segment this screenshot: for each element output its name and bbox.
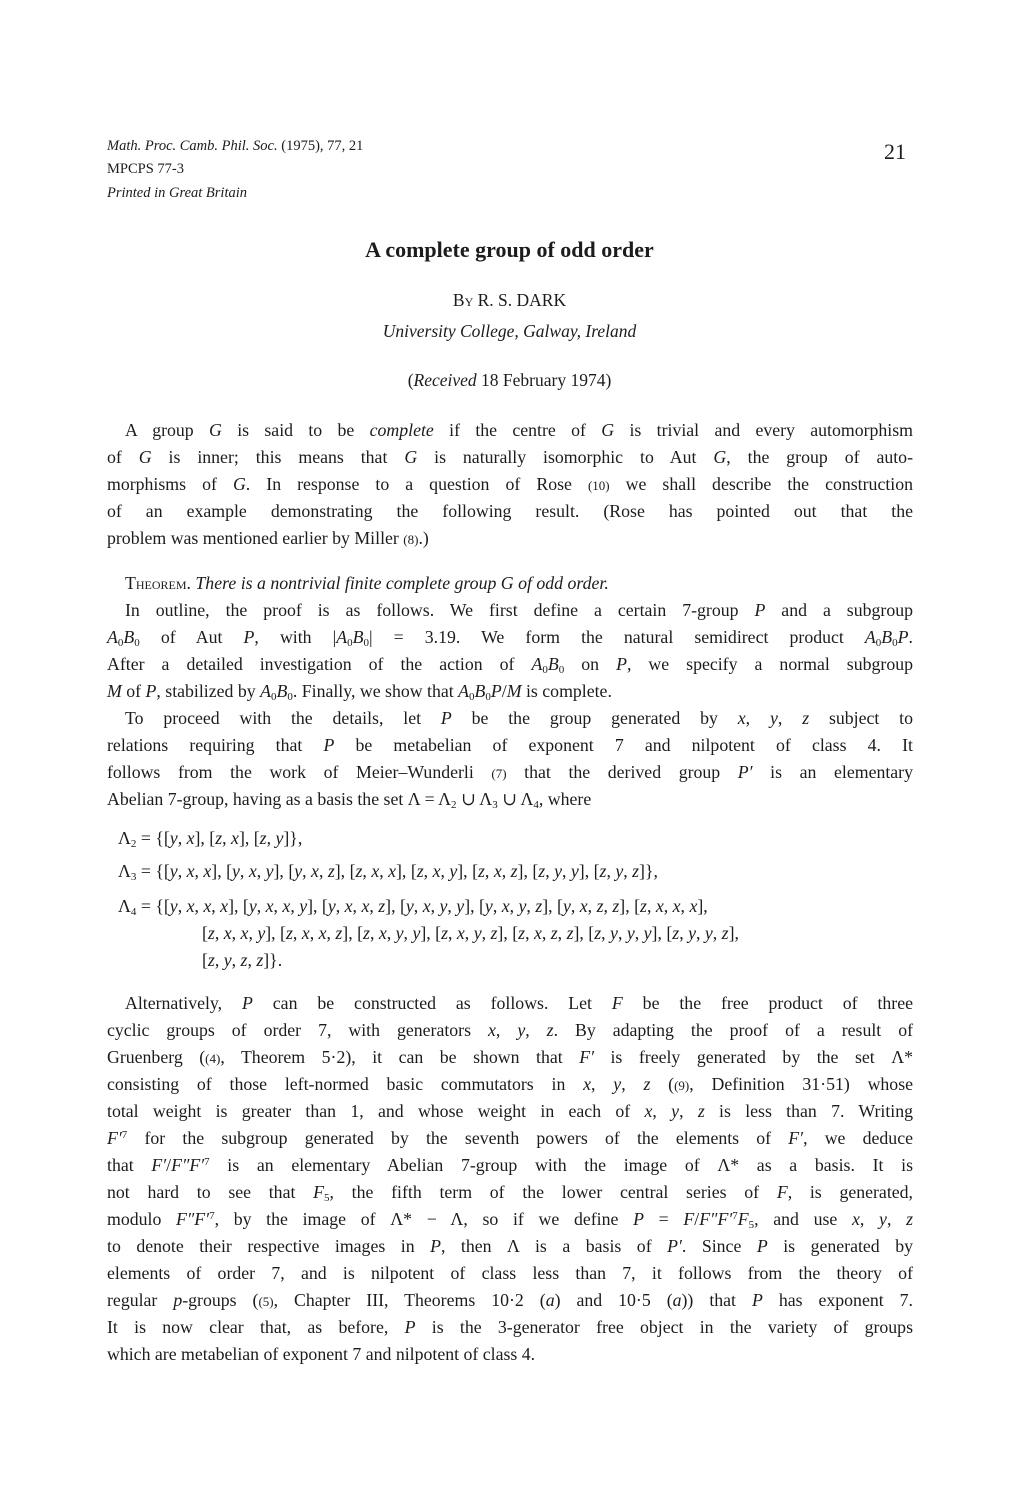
text-line: Alternatively, P can be constructed as follows. Let F be the free product of three xyxy=(125,993,913,1013)
text-line: Gruenberg ((4), Theorem 5·2), it can be shown that F′ is freely generated by the set Λ* xyxy=(107,1047,913,1067)
equation-lambda3: $\Lambda_3 = \{[y$, x, x], [y, x, y], [y, x, z], [z, x, x], [z, x, y], [z, x, z], [z, y, y], [z, y, z]}, xyxy=(118,861,658,883)
author-line xyxy=(0,290,1019,311)
affiliation: University College, Galway, Ireland xyxy=(382,321,637,341)
text-line: which are metabelian of exponent 7 and nilpotent of class 4. xyxy=(107,1344,536,1364)
received-date: (Received 18 February 1974) xyxy=(407,370,612,390)
text-line: Abelian 7-group, having as a basis the set $\Lambda = \Lambda_2$ ∪ $\Lambda_3$ ∪ $\Lambda_4$, where xyxy=(107,789,592,811)
journal-code: MPCPS 77-3 xyxy=(107,161,184,177)
text-line: After a detailed investigation of the action of $A_0B_0$ on P, we specify a normal subgroup xyxy=(107,654,913,676)
page-number: 21 xyxy=(884,139,906,164)
printed-in: Printed in Great Britain xyxy=(107,185,248,201)
equation-lambda2: $\Lambda_2 = \{[y$, x], [z, x], [z, y]}, xyxy=(118,828,303,850)
paper-title: A complete group of odd order xyxy=(365,237,654,262)
text-line: M of P, stabilized by $A_0B_0$. Finally, we show that $A_0B_0P/M$ is complete. xyxy=(107,681,612,703)
text-line: follows from the work of Meier–Wunderli (7) that the derived group P′ is an elementary xyxy=(107,762,913,782)
text-line: elements of order 7, and is nilpotent of class less than 7, it follows from the theory of xyxy=(107,1263,913,1283)
text-line: relations requiring that P be metabelian of exponent 7 and nilpotent of class 4. It xyxy=(107,735,913,755)
text-line: morphisms of G. In response to a question of Rose (10) we shall describe the construction xyxy=(107,474,913,494)
theorem-statement: Theorem. There is a nontrivial finite complete group G of odd order. xyxy=(125,573,609,593)
text-line: $F'^7$ for the subgroup generated by the seventh powers of the elements of F′, we deduce xyxy=(107,1128,913,1148)
equation-lambda4: $\Lambda_4 = \{[y$, x, x, x], [y, x, x, y], [y, x, x, z], [y, x, y, y], [y, x, y, z], [y, x, z, z], [z, x, x, x], xyxy=(118,896,708,918)
text-line: To proceed with the details, let P be the group generated by x, y, z subject to xyxy=(125,708,914,728)
text-line: of G is inner; this means that G is naturally isomorphic to Aut G, the group of auto- xyxy=(107,447,913,467)
text-line: $A_0B_0$ of Aut P, with $|A_0B_0| = 3.19$. We form the natural semidirect product $A_0B_0P$. xyxy=(107,627,913,649)
text-line: problem was mentioned earlier by Miller (8).) xyxy=(107,528,429,548)
text-line: that $F'/F''F'^7$ is an elementary Abelian 7-group with the image of Λ* as a basis. It is xyxy=(107,1155,914,1175)
text-line: cyclic groups of order 7, with generators x, y, z. By adapting the proof of a result of xyxy=(107,1020,914,1040)
text-line: In outline, the proof is as follows. We first define a certain 7-group P and a subgroup xyxy=(125,600,913,620)
text-line: It is now clear that, as before, P is the 3-generator free object in the variety of groups xyxy=(107,1317,913,1337)
equation-lambda4-end: [z, y, z, z]}. xyxy=(202,950,283,970)
author-prefix: By xyxy=(452,290,474,310)
text-line: A group G is said to be complete if the centre of G is trivial and every automorphism xyxy=(125,420,914,440)
equation-lambda4-cont: [z, x, x, y], [z, x, x, z], [z, x, y, y], [z, x, y, z], [z, x, z, z], [z, y, y, y], [z, y, y, z], xyxy=(202,923,739,943)
text-line: not hard to see that $F_5$, the fifth term of the lower central series of F, is generated, xyxy=(107,1182,913,1204)
text-line: regular p-groups ((5), Chapter III, Theorems 10·2 (a) and 10·5 (a)) that P has exponent 7. xyxy=(107,1290,913,1310)
text-line: modulo $F''F'^7$, by the image of Λ* − Λ, so if we define $P = F/F''F'^7F_5$, and use x, y, z xyxy=(107,1209,914,1231)
text-line: to denote their respective images in P, then Λ is a basis of P′. Since P is generated by xyxy=(107,1236,913,1256)
journal-citation: Math. Proc. Camb. Phil. Soc. (1975), 77, 21 xyxy=(107,138,364,154)
text-line: of an example demonstrating the following result. (Rose has pointed out that the xyxy=(107,501,913,521)
text-line: consisting of those left-normed basic commutators in x, y, z ((9), Definition 31·51) whose xyxy=(107,1074,914,1094)
text-line: total weight is greater than 1, and whose weight in each of x, y, z is less than 7. Writing xyxy=(107,1101,913,1121)
author-name: R. S. DARK xyxy=(477,290,567,310)
